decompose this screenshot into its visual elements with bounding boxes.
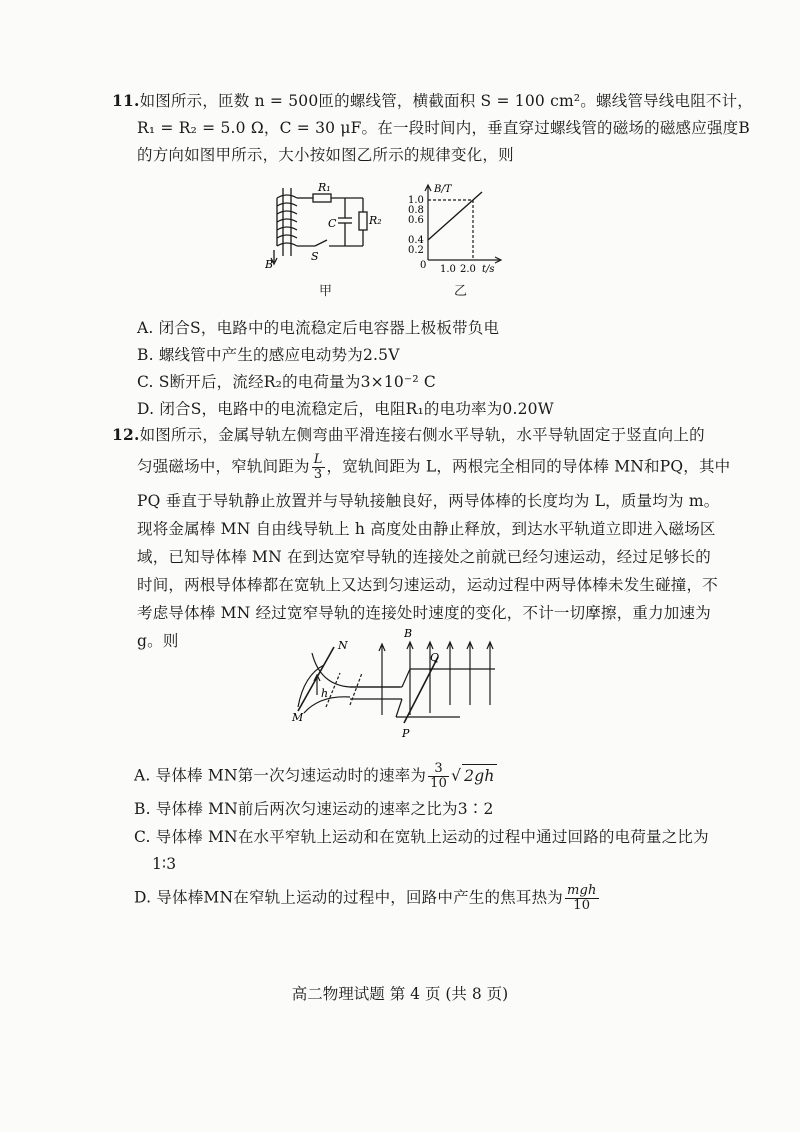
- q12-stem-5: 域，已知导体棒 MN 在到达宽窄导轨的连接处之前就已经匀速运动，经过足够长的: [137, 548, 711, 566]
- q11-stem-1: 如图所示，匝数 n = 500匝的螺线管，横截面积 S = 100 cm²。螺线管导线电阻不计，: [139, 92, 754, 110]
- ytick-1: 1.0: [408, 195, 424, 206]
- ytick-4: 0.4: [408, 235, 424, 246]
- fraction-denominator: 3: [313, 467, 323, 482]
- q12-option-d: [134, 884, 601, 913]
- q11-stem-2: R₁ = R₂ = 5.0 Ω，C = 30 μF。在一段时间内，垂直穿过螺线管的磁场的磁感应强度B: [137, 119, 750, 137]
- q12-stem-2: [137, 453, 730, 482]
- graph-xlabel: t/s: [482, 264, 495, 275]
- xtick-2: 2.0: [460, 264, 476, 275]
- ytick-3: 0.6: [408, 215, 424, 226]
- option-a-radicand: 2gh: [462, 764, 496, 787]
- label-Q: Q: [430, 651, 440, 664]
- graph-origin: 0: [420, 260, 427, 271]
- q12-stem-2b: ，宽轨间距为 L，两根完全相同的导体棒 MN和PQ，其中: [326, 457, 731, 476]
- q11-line-1: [112, 90, 753, 112]
- q12-stem-1: 如图所示，金属导轨左侧弯曲平滑连接右侧水平导轨，水平导轨固定于竖直向上的: [139, 426, 705, 444]
- caption-jia: 甲: [319, 284, 333, 299]
- xtick-1: 1.0: [440, 264, 456, 275]
- q12-stem-3: PQ 垂直于导轨静止放置并与导轨接触良好，两导体棒的长度均为 L，质量均为 m。: [137, 492, 720, 510]
- q12-option-c-1: C. 导体棒 MN在水平窄轨上运动和在宽轨上运动的过程中通过回路的电荷量之比为: [134, 828, 709, 846]
- option-d-denominator: 10: [573, 898, 591, 913]
- q12-number: 12.: [112, 425, 140, 444]
- graph-ylabel: B/T: [434, 184, 452, 195]
- q11-stem-3: 的方向如图甲所示，大小按如图乙所示的规律变化，则: [137, 146, 514, 164]
- q12-option-d-text: D. 导体棒MN在窄轨上运动的过程中，回路中产生的焦耳热为: [134, 888, 563, 907]
- label-C: C: [328, 217, 337, 230]
- q12-option-c-2: 1∶3: [152, 855, 177, 873]
- q12-stem-7: 考虑导体棒 MN 经过宽窄导轨的连接处时速度的变化，不计一切摩擦，重力加速为: [137, 604, 711, 622]
- label-h: h: [321, 687, 329, 700]
- option-d-fraction: [565, 884, 599, 913]
- label-S: S: [311, 250, 319, 263]
- q11-number: 11.: [112, 91, 140, 110]
- rail-diagram: [290, 625, 510, 740]
- label-R2: R₂: [369, 214, 382, 227]
- q11-option-b: B. 螺线管中产生的感应电动势为2.5V: [137, 346, 400, 364]
- ytick-2: 0.8: [408, 205, 424, 216]
- label-N: N: [338, 639, 348, 652]
- solenoid-circuit-diagram: [265, 180, 385, 275]
- option-a-numerator: 3: [428, 762, 449, 777]
- ytick-5: 0.2: [408, 245, 424, 256]
- q12-stem-4: 现将金属棒 MN 自由线导轨上 h 高度处由静止释放，到达水平轨道立即进入磁场区: [137, 520, 716, 538]
- b-t-graph: [398, 180, 510, 275]
- narrow-gap-fraction: [312, 453, 325, 482]
- option-a-denominator: 10: [430, 776, 448, 791]
- q11-option-c: C. S断开后，流经R₂的电荷量为3×10⁻² C: [137, 373, 436, 391]
- fraction-numerator: L: [313, 452, 323, 467]
- label-M: M: [292, 711, 304, 724]
- q12-option-b: B. 导体棒 MN前后两次匀速运动的速率之比为3∶2: [134, 800, 494, 818]
- q11-option-d: D. 闭合S，电路中的电流稳定后，电阻R₁的电功率为0.20W: [137, 400, 554, 418]
- option-a-fraction: [428, 762, 449, 791]
- label-P: P: [402, 727, 410, 740]
- caption-yi: 乙: [454, 284, 468, 299]
- q12-stem-2a: 匀强磁场中，窄轨间距为: [137, 457, 310, 476]
- label-B: B: [265, 258, 274, 271]
- sqrt-sign: √: [451, 766, 462, 785]
- label-field-B: B: [404, 627, 413, 640]
- option-d-numerator: mgh: [566, 883, 597, 898]
- q12-stem-6: 时间，两根导体棒都在宽轨上又达到匀速运动，运动过程中两导体棒未发生碰撞，不: [137, 576, 718, 594]
- label-R1: R₁: [318, 181, 331, 194]
- q12-option-a-text: A. 导体棒 MN第一次匀速运动时的速率为: [134, 766, 427, 785]
- q11-option-a: A. 闭合S，电路中的电流稳定后电容器上极板带负电: [137, 319, 500, 337]
- q12-stem-8: g。则: [137, 632, 179, 650]
- q12-option-a: [134, 762, 497, 791]
- page-footer: 高二物理试题 第 4 页 (共 8 页): [291, 985, 509, 1003]
- q12-line-1: [112, 424, 705, 446]
